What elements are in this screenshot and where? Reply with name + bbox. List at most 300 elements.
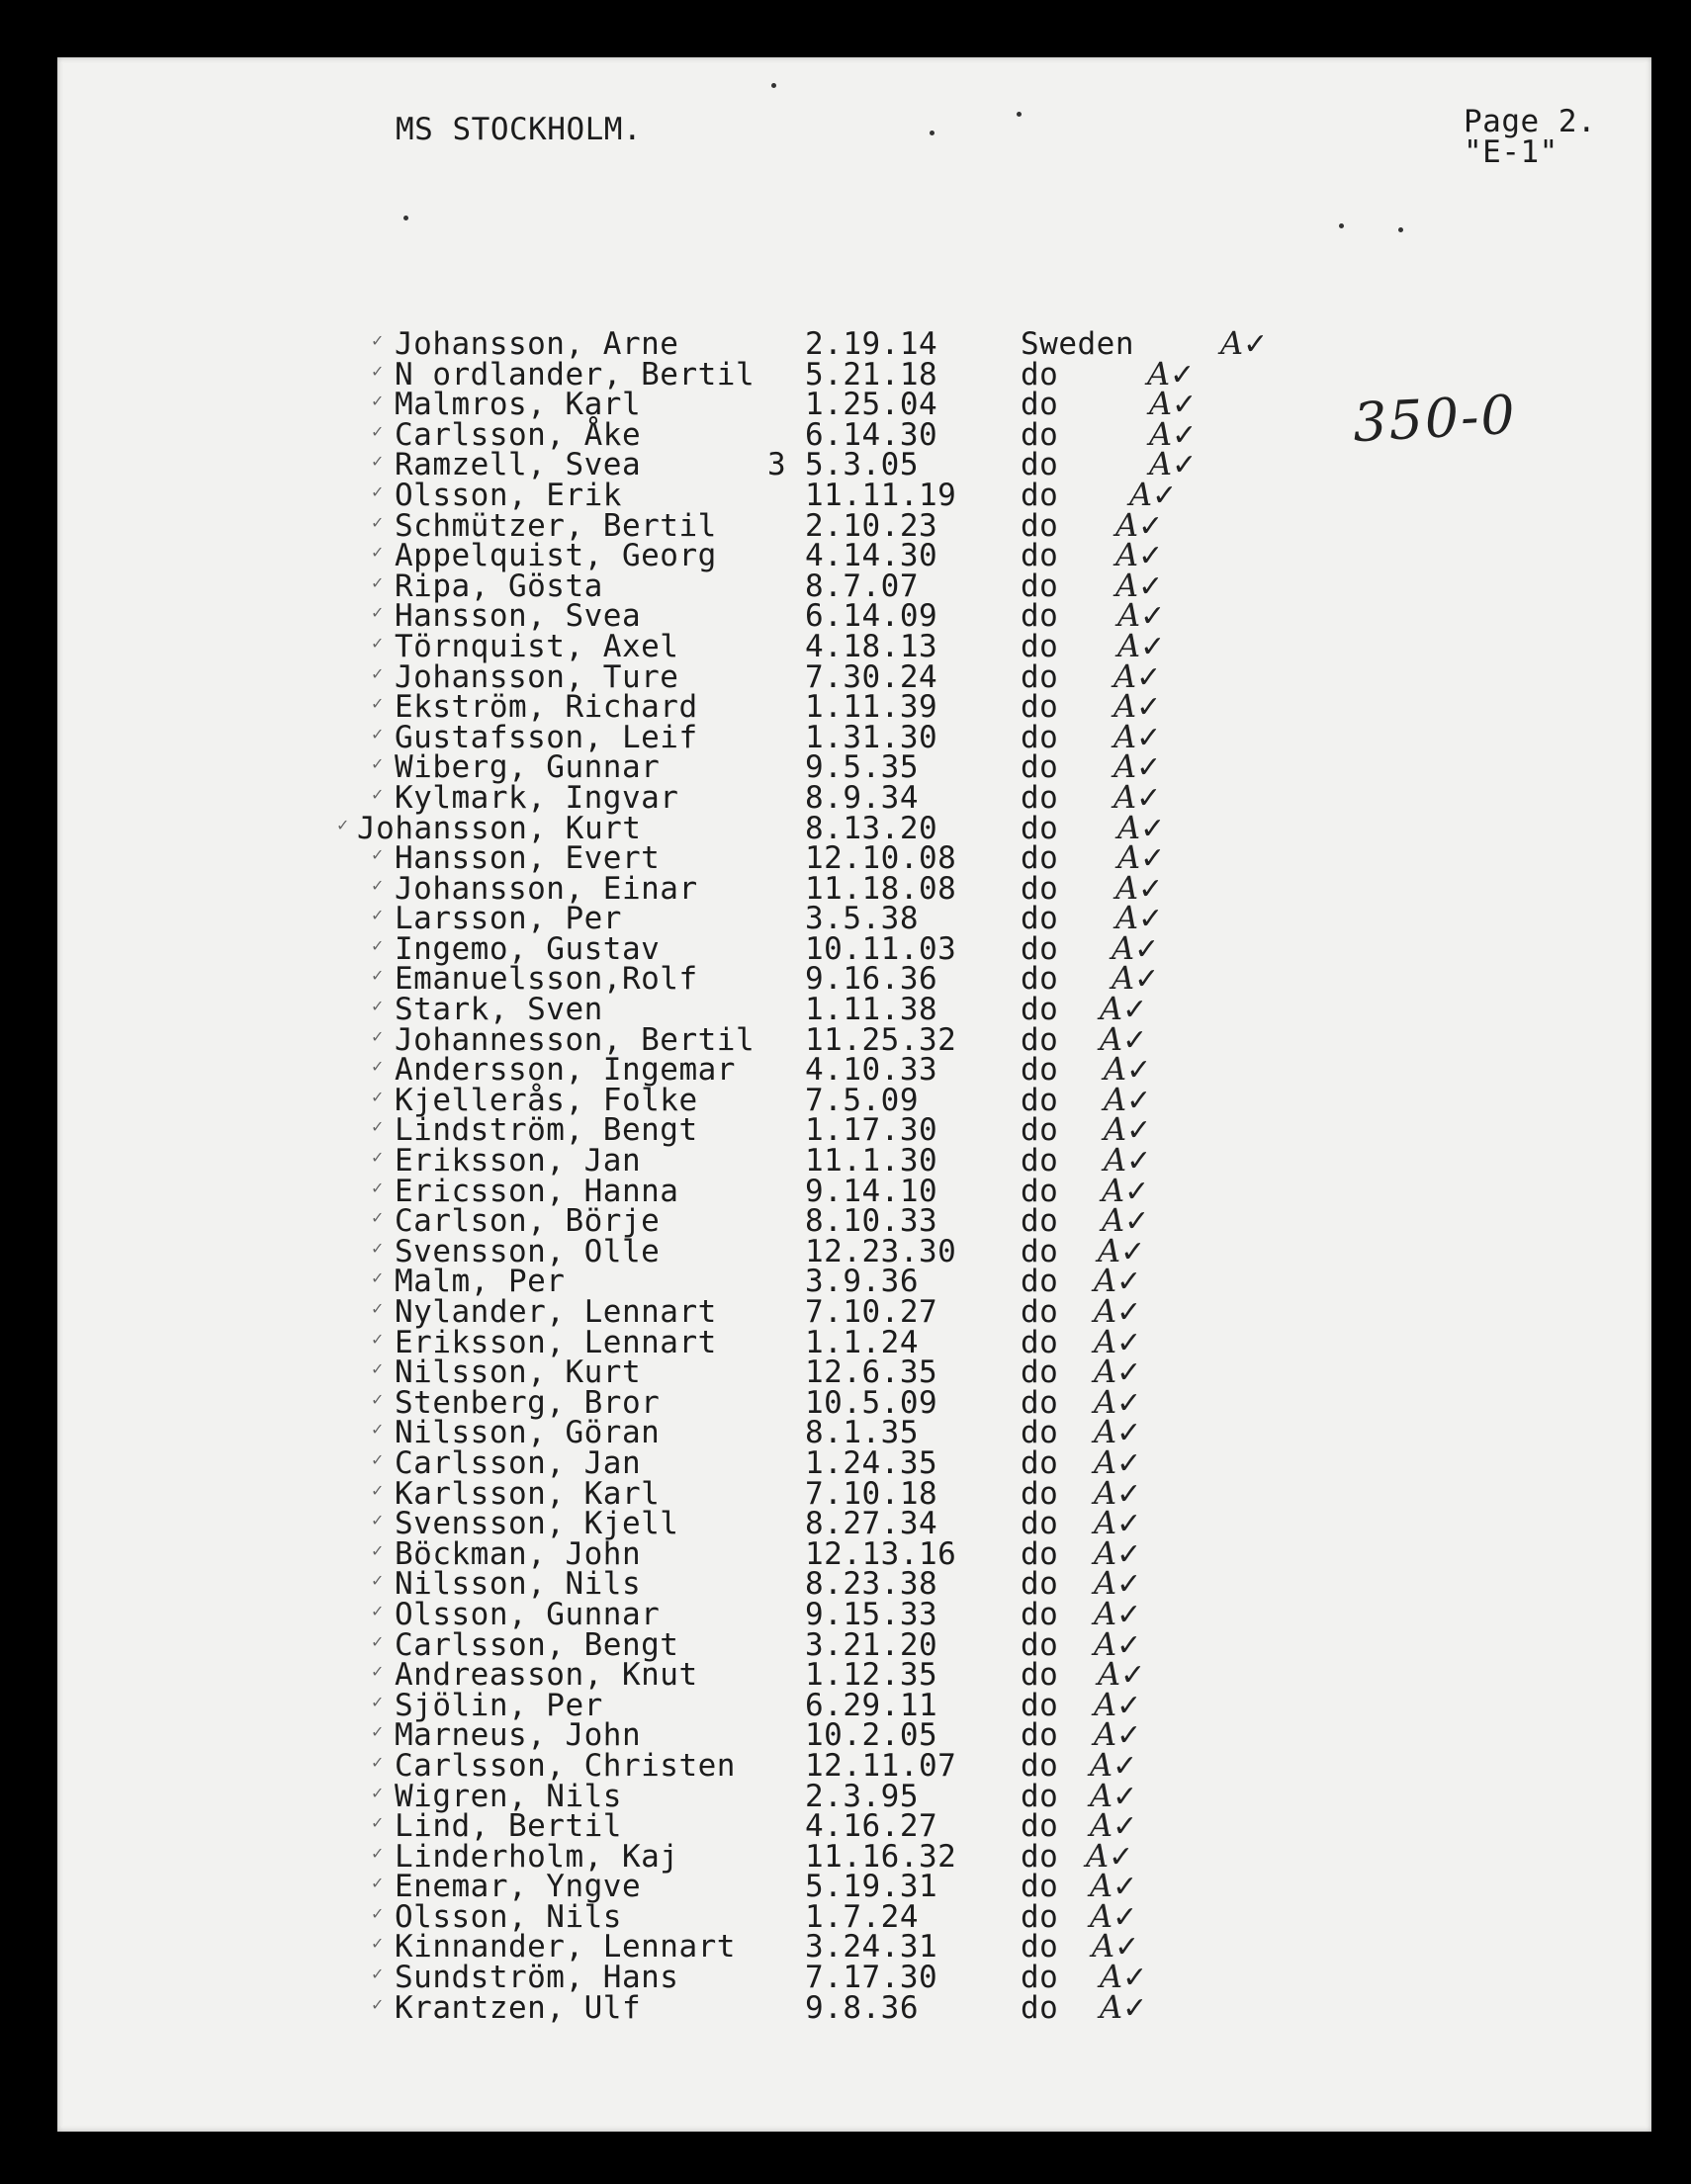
table-row	[57, 1896, 1651, 1935]
nationality: do	[1021, 568, 1059, 604]
nationality: do	[1021, 598, 1059, 635]
birth-date: 3.9.36	[805, 1264, 919, 1300]
approval-letter: A	[1102, 1171, 1125, 1209]
table-row	[57, 1292, 1651, 1330]
nationality: do	[1021, 477, 1059, 513]
check-mark-icon: ✓	[1134, 962, 1160, 998]
approval-letter: A	[1094, 1594, 1117, 1632]
passenger-name: Ekström, Richard	[395, 689, 698, 726]
approval-letter: A	[1086, 1836, 1110, 1875]
row-tick-mark: ✓	[371, 1965, 385, 1984]
check-mark-icon: ✓	[1116, 1385, 1142, 1421]
check-mark-icon: ✓	[1126, 1083, 1152, 1118]
table-row	[57, 899, 1651, 937]
approval-letter: A	[1149, 385, 1173, 423]
row-tick-mark: ✓	[371, 1631, 385, 1651]
birth-date: 2.19.14	[805, 326, 938, 362]
passenger-name: Gustafsson, Leif	[395, 719, 698, 755]
passenger-name: Carlsson, Bengt	[395, 1626, 679, 1663]
approval-letter: A	[1090, 1745, 1113, 1784]
approval-letter: A	[1094, 1624, 1117, 1663]
table-row	[57, 959, 1651, 998]
birth-date: 9.8.36	[805, 1989, 919, 2026]
table-row	[57, 505, 1651, 544]
passenger-name: Carlsson, Åke	[395, 416, 642, 453]
nationality: do	[1021, 1112, 1059, 1149]
table-row	[57, 1413, 1651, 1451]
check-mark-icon: ✓	[1136, 720, 1162, 755]
table-row	[57, 868, 1651, 907]
row-tick-mark: ✓	[371, 1752, 385, 1772]
row-tick-mark: ✓	[371, 935, 385, 955]
handwritten-approval	[1220, 324, 1268, 362]
check-mark-icon: ✓	[1124, 1174, 1150, 1209]
row-tick-mark: ✓	[371, 1117, 385, 1137]
passenger-name: Nilsson, Göran	[395, 1415, 661, 1451]
table-row	[57, 1171, 1651, 1209]
nationality: do	[1021, 1747, 1059, 1784]
passenger-name: Ramzell, Svea	[395, 447, 642, 483]
approval-letter: A	[1100, 990, 1123, 1028]
passenger-name: Svensson, Kjell	[395, 1506, 679, 1542]
check-mark-icon: ✓	[1116, 1355, 1142, 1391]
row-tick-mark: ✓	[371, 1329, 385, 1349]
check-mark-icon: ✓	[1112, 1809, 1138, 1845]
check-mark-icon: ✓	[1109, 1839, 1134, 1875]
passenger-name: Olsson, Gunnar	[395, 1596, 661, 1632]
birth-date: 6.29.11	[805, 1687, 938, 1723]
check-mark-icon: ✓	[1116, 1597, 1142, 1632]
row-tick-mark: ✓	[371, 845, 385, 865]
table-row	[57, 1353, 1651, 1391]
paper-speck	[403, 216, 408, 220]
check-mark-icon: ✓	[1136, 780, 1162, 816]
table-row	[57, 354, 1651, 393]
passenger-name: Kylmark, Ingvar	[395, 779, 679, 816]
birth-date: 4.14.30	[805, 538, 938, 574]
birth-date: 11.18.08	[805, 870, 957, 907]
check-mark-icon: ✓	[1138, 902, 1164, 937]
nationality: do	[1021, 779, 1059, 816]
birth-date: 2.10.23	[805, 507, 938, 544]
passenger-name: Johansson, Kurt	[357, 810, 642, 846]
birth-date: 10.2.05	[805, 1717, 938, 1754]
table-row	[57, 1382, 1651, 1421]
passenger-name: Malm, Per	[395, 1264, 566, 1300]
check-mark-icon: ✓	[1112, 1899, 1138, 1935]
approval-letter: A	[1112, 959, 1135, 998]
row-tick-mark: ✓	[371, 361, 385, 381]
table-row	[57, 536, 1651, 574]
approval-letter: A	[1113, 656, 1137, 695]
table-row	[57, 596, 1651, 635]
row-tick-mark: ✓	[371, 1420, 385, 1440]
check-mark-icon: ✓	[1116, 1265, 1142, 1300]
check-mark-icon: ✓	[1116, 1295, 1142, 1330]
table-row	[57, 928, 1651, 967]
table-row	[57, 1624, 1651, 1663]
row-tick-mark: ✓	[371, 997, 385, 1016]
approval-letter: A	[1092, 1927, 1115, 1966]
birth-date: 2.3.95	[805, 1778, 919, 1814]
birth-date: 9.16.36	[805, 961, 938, 998]
nationality: do	[1021, 1657, 1059, 1694]
birth-date: 12.6.35	[805, 1354, 938, 1391]
nationality: do	[1021, 961, 1059, 998]
nationality: do	[1021, 1233, 1059, 1269]
birth-date: 1.11.38	[805, 992, 938, 1028]
birth-date: 8.7.07	[805, 568, 919, 604]
birth-date: 7.10.18	[805, 1475, 938, 1512]
row-tick-mark: ✓	[371, 875, 385, 895]
birth-date: 12.13.16	[805, 1535, 957, 1572]
birth-date: 5.19.31	[805, 1869, 938, 1905]
check-mark-icon: ✓	[1116, 1416, 1142, 1451]
check-mark-icon: ✓	[1140, 811, 1166, 846]
passenger-name: Linderholm, Kaj	[395, 1838, 679, 1875]
approval-letter: A	[1149, 445, 1173, 483]
check-mark-icon: ✓	[1138, 508, 1164, 544]
passenger-name: Olsson, Erik	[395, 477, 622, 513]
passenger-name: Larsson, Per	[395, 901, 622, 937]
passenger-name: Kjellerås, Folke	[395, 1082, 698, 1118]
approval-letter: A	[1098, 1655, 1121, 1694]
approval-letter: A	[1090, 1776, 1113, 1814]
row-tick-mark: ✓	[371, 1903, 385, 1923]
approval-letter: A	[1115, 868, 1139, 907]
passenger-name: Wigren, Nils	[395, 1778, 622, 1814]
approval-letter: A	[1094, 1473, 1117, 1512]
approval-letter: A	[1090, 1806, 1113, 1845]
nationality: do	[1021, 1294, 1059, 1330]
row-tick-mark: ✓	[371, 1148, 385, 1168]
passenger-name: Törnquist, Axel	[395, 628, 679, 664]
birth-date: 11.1.30	[805, 1143, 938, 1179]
table-row	[57, 747, 1651, 786]
birth-date: 11.16.32	[805, 1838, 957, 1875]
check-mark-icon: ✓	[1140, 841, 1166, 877]
check-mark-icon: ✓	[1112, 1870, 1138, 1905]
birth-date: 11.25.32	[805, 1021, 957, 1058]
row-tick-mark: ✓	[371, 1480, 385, 1500]
birth-date: 1.31.30	[805, 719, 938, 755]
paper-speck	[930, 131, 934, 135]
nationality: do	[1021, 901, 1059, 937]
nationality: do	[1021, 1687, 1059, 1723]
row-tick-mark: ✓	[371, 603, 385, 623]
nationality: do	[1021, 810, 1059, 846]
birth-date: 7.17.30	[805, 1960, 938, 1996]
approval-letter: A	[1094, 1292, 1117, 1330]
passenger-name: Carlsson, Jan	[395, 1444, 642, 1481]
nationality: do	[1021, 689, 1059, 726]
row-tick-mark: ✓	[371, 543, 385, 563]
birth-date: 8.23.38	[805, 1566, 938, 1603]
table-row	[57, 1564, 1651, 1603]
birth-date: 6.14.09	[805, 598, 938, 635]
passenger-name: Marneus, John	[395, 1717, 642, 1754]
row-tick-mark: ✓	[371, 966, 385, 986]
row-tick-mark: ✓	[371, 694, 385, 714]
check-mark-icon: ✓	[1116, 1445, 1142, 1481]
approval-letter: A	[1117, 838, 1141, 877]
birth-date: 8.9.34	[805, 779, 919, 816]
approval-letter: A	[1090, 1867, 1113, 1905]
nationality: do	[1021, 840, 1059, 877]
birth-date: 7.5.09	[805, 1082, 919, 1118]
check-mark-icon: ✓	[1136, 690, 1162, 726]
row-tick-mark: ✓	[371, 1722, 385, 1742]
approval-letter: A	[1117, 626, 1141, 664]
document-page	[57, 57, 1651, 2132]
approval-letter: A	[1094, 1685, 1117, 1723]
table-row	[57, 1685, 1651, 1723]
birth-date: 1.11.39	[805, 689, 938, 726]
nationality: do	[1021, 1535, 1059, 1572]
row-tick-mark: ✓	[371, 724, 385, 743]
check-mark-icon: ✓	[1136, 659, 1162, 695]
check-mark-icon: ✓	[1122, 1022, 1148, 1058]
table-row	[57, 808, 1651, 846]
row-tick-mark: ✓	[371, 1359, 385, 1379]
row-tick-mark: ✓	[371, 1389, 385, 1409]
check-mark-icon: ✓	[1112, 1779, 1138, 1814]
nationality: do	[1021, 1324, 1059, 1360]
birth-date: 6.14.30	[805, 416, 938, 453]
check-mark-icon: ✓	[1140, 629, 1166, 664]
passenger-name: Wiberg, Gunnar	[395, 749, 661, 786]
nationality: do	[1021, 749, 1059, 786]
birth-date: 12.11.07	[805, 1747, 957, 1784]
approval-letter: A	[1113, 747, 1137, 786]
birth-date: 8.1.35	[805, 1415, 919, 1451]
passenger-name: Svensson, Olle	[395, 1233, 661, 1269]
birth-date: 5.21.18	[805, 356, 938, 393]
check-mark-icon: ✓	[1140, 599, 1166, 635]
birth-date: 12.10.08	[805, 840, 957, 877]
row-tick-mark: ✓	[371, 421, 385, 441]
table-row	[57, 990, 1651, 1028]
nationality: do	[1021, 1626, 1059, 1663]
birth-date: 3.24.31	[805, 1929, 938, 1966]
table-row	[57, 1080, 1651, 1118]
approval-letter: A	[1115, 566, 1139, 604]
row-tick-mark: ✓	[371, 1540, 385, 1560]
table-row	[57, 1594, 1651, 1632]
row-tick-mark: ✓	[371, 906, 385, 925]
row-tick-mark: ✓	[371, 1994, 385, 2014]
table-row	[57, 1504, 1651, 1542]
approval-letter: A	[1094, 1715, 1117, 1754]
passenger-name: Sundström, Hans	[395, 1960, 679, 1996]
passenger-name: Ericsson, Hanna	[395, 1173, 679, 1209]
approval-letter: A	[1113, 777, 1137, 816]
passenger-name: Johansson, Ture	[395, 658, 679, 695]
check-mark-icon: ✓	[1120, 1234, 1146, 1269]
approval-letter: A	[1117, 808, 1141, 846]
nationality: do	[1021, 1506, 1059, 1542]
row-tick-mark: ✓	[371, 452, 385, 472]
passenger-name: Ripa, Gösta	[395, 568, 603, 604]
passenger-name: Karlsson, Karl	[395, 1475, 661, 1512]
table-row	[57, 1927, 1651, 1966]
check-mark-icon: ✓	[1122, 993, 1148, 1028]
approval-letter: A	[1094, 1564, 1117, 1603]
check-mark-icon: ✓	[1116, 1688, 1142, 1723]
row-tick-mark: ✓	[371, 1692, 385, 1711]
check-mark-icon: ✓	[1116, 1536, 1142, 1572]
nationality: do	[1021, 1354, 1059, 1391]
nationality: do	[1021, 1264, 1059, 1300]
row-tick-mark: ✓	[371, 663, 385, 683]
nationality: do	[1021, 870, 1059, 907]
passenger-name: Hansson, Evert	[395, 840, 661, 877]
check-mark-icon: ✓	[1138, 871, 1164, 907]
table-row	[57, 717, 1651, 755]
approval-letter: A	[1112, 928, 1135, 967]
passenger-name: Carlsson, Christen	[395, 1747, 736, 1784]
passenger-name: Johansson, Arne	[395, 326, 679, 362]
nationality: do	[1021, 507, 1059, 544]
check-mark-icon: ✓	[1116, 1476, 1142, 1512]
row-tick-mark: ✓	[371, 1662, 385, 1682]
approval-letter: A	[1094, 1504, 1117, 1542]
birth-date: 1.12.35	[805, 1657, 938, 1694]
birth-date: 8.13.20	[805, 810, 938, 846]
birth-date: 3.21.20	[805, 1626, 938, 1663]
check-mark-icon: ✓	[1152, 478, 1178, 513]
check-mark-icon: ✓	[1126, 1053, 1152, 1089]
table-row	[57, 324, 1651, 362]
birth-date: 1.1.24	[805, 1324, 919, 1360]
birth-date: 10.5.09	[805, 1384, 938, 1421]
birth-date: 9.5.35	[805, 749, 919, 786]
nationality: do	[1021, 1475, 1059, 1512]
table-row	[57, 1715, 1651, 1754]
approval-letter: A	[1094, 1442, 1117, 1481]
row-tick-mark: ✓	[371, 1449, 385, 1469]
nationality: do	[1021, 1778, 1059, 1814]
table-row	[57, 1110, 1651, 1149]
check-mark-icon: ✓	[1112, 1748, 1138, 1784]
approval-letter: A	[1149, 414, 1173, 453]
passenger-name: Olsson, Nils	[395, 1898, 622, 1935]
table-row	[57, 1776, 1651, 1814]
nationality: do	[1021, 1143, 1059, 1179]
row-tick-mark: ✓	[371, 1057, 385, 1077]
table-row	[57, 1655, 1651, 1694]
table-row	[57, 1958, 1651, 1996]
birth-date: 9.15.33	[805, 1596, 938, 1632]
check-mark-icon: ✓	[1243, 327, 1269, 362]
nationality: do	[1021, 1082, 1059, 1118]
nationality: do	[1021, 1717, 1059, 1754]
table-row	[57, 1473, 1651, 1512]
nationality: do	[1021, 387, 1059, 423]
table-row	[57, 1836, 1651, 1875]
approval-letter: A	[1117, 596, 1141, 635]
passenger-name: Lind, Bertil	[395, 1808, 622, 1845]
row-annotation: 3	[767, 447, 787, 483]
table-row	[57, 1867, 1651, 1905]
table-row	[57, 1442, 1651, 1481]
passenger-name: Nilsson, Nils	[395, 1566, 642, 1603]
nationality: do	[1021, 416, 1059, 453]
passenger-name: Johansson, Einar	[395, 870, 698, 907]
passenger-name: Johannesson, Bertil	[395, 1021, 756, 1058]
check-mark-icon: ✓	[1172, 448, 1198, 483]
birth-date: 11.11.19	[805, 477, 957, 513]
nationality: do	[1021, 1898, 1059, 1935]
nationality: do	[1021, 1929, 1059, 1966]
approval-letter: A	[1094, 1322, 1117, 1360]
nationality: do	[1021, 1173, 1059, 1209]
birth-date: 7.10.27	[805, 1294, 938, 1330]
nationality: do	[1021, 356, 1059, 393]
table-row	[57, 1141, 1651, 1179]
ship-name: MS STOCKHOLM.	[396, 112, 643, 147]
approval-letter: A	[1104, 1080, 1127, 1118]
table-row	[57, 1987, 1651, 2026]
row-tick-mark: ✓	[371, 331, 385, 350]
nationality: do	[1021, 1838, 1059, 1875]
passenger-name: Enemar, Yngve	[395, 1869, 642, 1905]
approval-letter: A	[1094, 1353, 1117, 1391]
passenger-name: Eriksson, Lennart	[395, 1324, 717, 1360]
row-tick-mark: ✓	[371, 512, 385, 532]
passenger-name: N ordlander, Bertil	[395, 356, 756, 393]
row-tick-mark: ✓	[371, 572, 385, 592]
passenger-name: Andersson, Ingemar	[395, 1052, 736, 1089]
passenger-name: Nilsson, Kurt	[395, 1354, 642, 1391]
passenger-name: Andreasson, Knut	[395, 1657, 698, 1694]
check-mark-icon: ✓	[1126, 1144, 1152, 1179]
row-tick-mark: ✓	[371, 1571, 385, 1591]
nationality: do	[1021, 1444, 1059, 1481]
row-tick-mark: ✓	[371, 1087, 385, 1106]
passenger-name: Krantzen, Ulf	[395, 1989, 642, 2026]
passenger-name: Ingemo, Gustav	[395, 930, 661, 967]
passenger-name: Stark, Sven	[395, 992, 603, 1028]
check-mark-icon: ✓	[1122, 1990, 1148, 2026]
nationality: do	[1021, 1384, 1059, 1421]
table-row	[57, 838, 1651, 877]
passenger-name: Lindström, Bengt	[395, 1112, 698, 1149]
table-row	[57, 687, 1651, 726]
table-row	[57, 475, 1651, 513]
row-tick-mark: ✓	[371, 1299, 385, 1318]
check-mark-icon: ✓	[1120, 1658, 1146, 1694]
table-row	[57, 566, 1651, 604]
approval-letter: A	[1115, 536, 1139, 574]
paper-speck	[1398, 227, 1403, 232]
approval-letter: A	[1104, 1141, 1127, 1179]
row-tick-mark: ✓	[371, 754, 385, 774]
check-mark-icon: ✓	[1116, 1507, 1142, 1542]
passenger-name: Kinnander, Lennart	[395, 1929, 736, 1966]
passenger-roster	[57, 324, 1651, 2026]
check-mark-icon: ✓	[1138, 539, 1164, 574]
nationality: do	[1021, 1203, 1059, 1240]
check-mark-icon: ✓	[1172, 388, 1198, 423]
check-mark-icon: ✓	[1172, 417, 1198, 453]
check-mark-icon: ✓	[1124, 1204, 1150, 1240]
paper-speck	[1017, 112, 1022, 117]
row-tick-mark: ✓	[336, 815, 350, 834]
nationality: do	[1021, 1869, 1059, 1905]
passenger-name: Schmützer, Bertil	[395, 507, 717, 544]
approval-letter: A	[1100, 1987, 1123, 2026]
